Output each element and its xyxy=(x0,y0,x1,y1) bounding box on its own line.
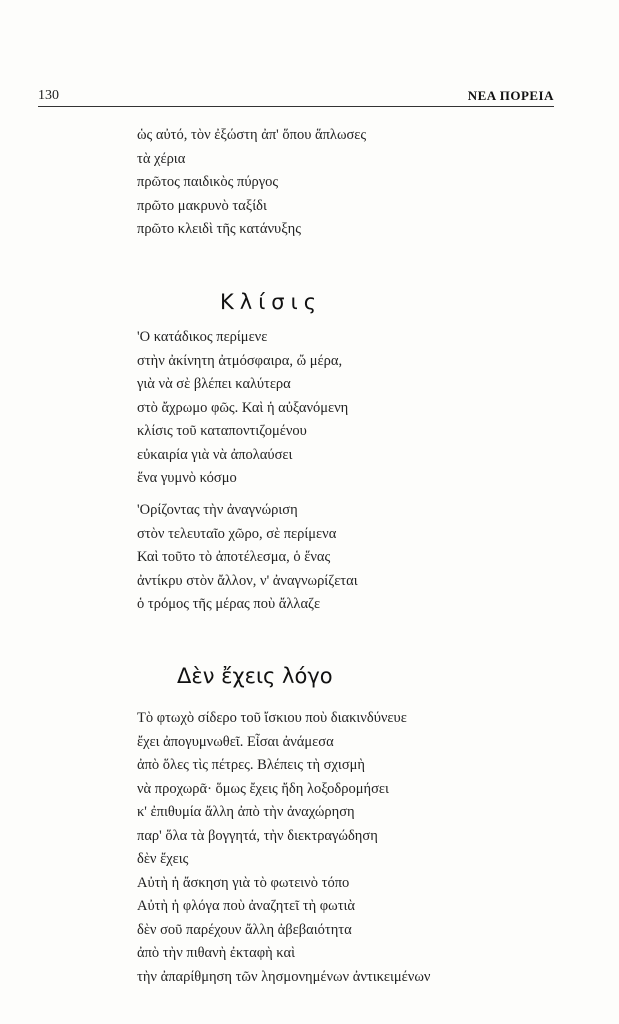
poem-line: παρ' ὅλα τὰ βογγητά, τὴν διεκτραγώδηση xyxy=(137,827,378,844)
poem-line: τὴν ἀπαρίθμηση τῶν λησμονημένων ἀντικειμένων xyxy=(137,968,431,985)
poem-line: πρῶτος παιδικὸς πύργος xyxy=(137,174,279,190)
poem-line: στὸν τελευταῖο χῶρο, σὲ περίμενα xyxy=(137,525,337,542)
poem-line: ἀπὸ τὴν πιθανὴ ἐκταφὴ καὶ xyxy=(137,945,295,961)
poem-line: Αὐτὴ ἡ ἄσκηση γιὰ τὸ φωτεινὸ τόπο xyxy=(137,874,350,891)
poem2-stanza2 xyxy=(137,499,358,617)
page-number: 130 xyxy=(38,88,59,103)
poem-line: 'Ορίζοντας τὴν ἀναγνώριση xyxy=(137,502,298,518)
poem1-text xyxy=(137,124,366,242)
poem-line: κλίσις τοῦ καταποντιζομένου xyxy=(137,423,307,439)
poem-line: ὡς αὐτό, τὸν ἐξώστη ἀπ' ὅπου ἅπλωσες xyxy=(137,127,367,143)
poem-line: γιὰ νὰ σὲ βλέπει καλύτερα xyxy=(137,376,291,392)
poem-line: ὁ τρόμος τῆς μέρας ποὺ ἄλλαζε xyxy=(137,596,321,612)
poem-line: εὐκαιρία γιὰ νὰ ἀπολαύσει xyxy=(137,446,293,463)
poem-line: δὲν ἔχεις xyxy=(137,851,189,867)
poem-line: Τὸ φτωχὸ σίδερο τοῦ ἴσκιου ποὺ διακινδύνευε xyxy=(137,710,407,726)
poem-line: κ' ἐπιθυμία ἄλλη ἀπὸ τὴν ἀναχώρηση xyxy=(137,804,355,820)
poem-line: δὲν σοῦ παρέχουν ἄλλη ἀβεβαιότητα xyxy=(137,921,352,938)
poem-line: Καὶ τοῦτο τὸ ἀποτέλεσμα, ὁ ἕνας xyxy=(137,549,331,565)
poem-line: Αὐτὴ ἡ φλόγα ποὺ ἀναζητεῖ τὴ φωτιὰ xyxy=(137,898,356,914)
poem-line: ἔχει ἀπογυμνωθεῖ. Εἶσαι ἀνάμεσα xyxy=(137,733,334,750)
poem-line: νὰ προχωρᾶ· ὅμως ἔχεις ἤδη λοξοδρομήσει xyxy=(137,780,389,797)
poem-line: στὴν ἀκίνητη ἀτμόσφαιρα, ὤ μέρα, xyxy=(137,352,343,369)
poem3-text xyxy=(137,707,430,989)
page-header xyxy=(38,86,554,107)
poem-line: τὰ χέρια xyxy=(137,150,186,167)
poem-line: ἀντίκρυ στὸν ἄλλον, ν' ἀναγνωρίζεται xyxy=(137,572,358,589)
poem-line: πρῶτο μακρυνὸ ταξίδι xyxy=(137,197,267,214)
poem-line: 'Ο κατάδικος περίμενε xyxy=(137,329,268,345)
poem-line: ἀπὸ ὅλες τὶς πέτρες. Βλέπεις τὴ σχισμὴ xyxy=(137,757,366,773)
poem2-title: Κλίσις xyxy=(220,290,323,314)
journal-title: ΝΕΑ ΠΟΡΕΙΑ xyxy=(467,88,554,103)
poem-line: πρῶτο κλειδὶ τῆς κατάνυξης xyxy=(137,221,301,237)
poem2-stanza1 xyxy=(137,326,348,491)
poem-line: ἕνα γυμνὸ κόσμο xyxy=(137,470,237,486)
poem3-title: Δὲν ἔχεις λόγο xyxy=(177,664,333,688)
poem-line: στὸ ἄχρωμο φῶς. Καὶ ἡ αὐξανόμενη xyxy=(137,399,349,416)
